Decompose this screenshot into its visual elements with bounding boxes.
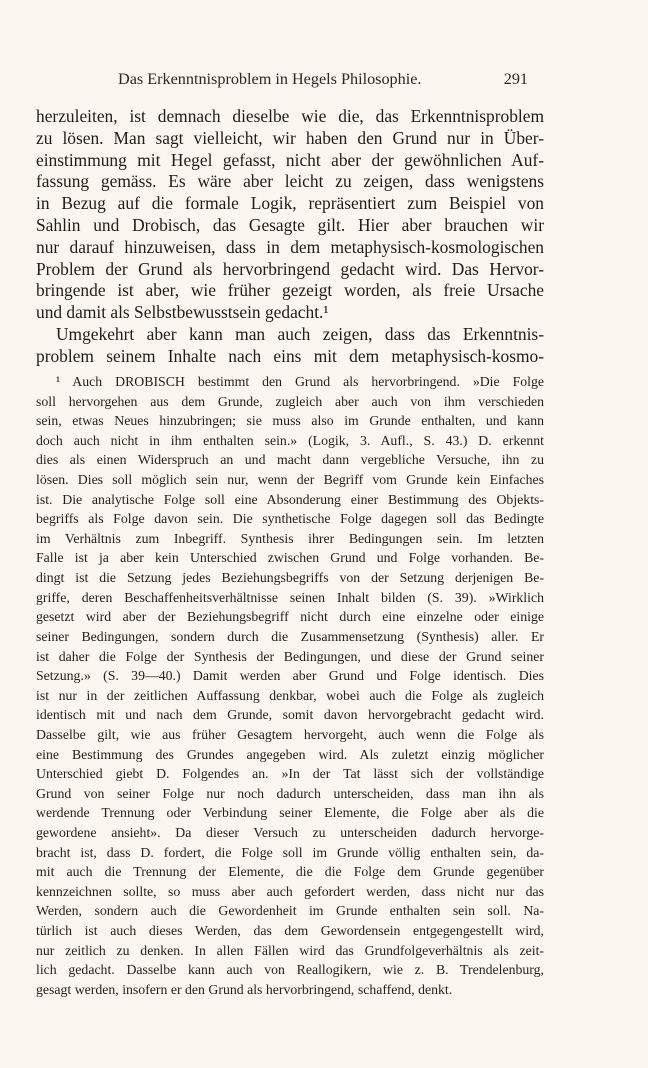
footnote-line: im Verhältnis zum Inbegriff. Synthesis ihrer Bedingungen sein. Im letzten: [36, 530, 544, 546]
running-title: Das Erkenntnisproblem in Hegels Philosophie.: [118, 70, 422, 88]
footnote-line: mit auch die Trennung der Elemente, die die Folge dem Grunde gegenüber: [36, 864, 544, 880]
footnote-line: lich gedacht. Dasselbe kann auch von Reallogikern, wie z. B. Trendelenburg,: [36, 962, 544, 978]
footnote-line: werdende Trennung oder Verbindung seiner Elemente, die Folge aber als die: [36, 805, 544, 821]
footnote-line: Grund von seiner Folge nur noch dadurch unterscheiden, dass man ihn als: [36, 785, 544, 801]
footnote-line: begriffs als Folge davon sein. Die synthetische Folge dagegen soll das Bedingte: [36, 511, 544, 527]
text-line: Umgekehrt aber kann man auch zeigen, dass das Erkenntnis-: [56, 323, 544, 344]
footnote-line: Setzung.» (S. 39—40.) Damit werden aber Grund und Folge identisch. Dies: [36, 668, 544, 684]
footnote-line: gewordene ansieht». Da dieser Versuch zu unterscheiden dadurch hervorge-: [36, 825, 544, 841]
text-line: nur darauf hinzuweisen, dass in dem metaphysisch-kosmologischen: [36, 236, 544, 257]
footnote-line: griffe, deren Beschaffenheitsverhältnisse seinen Inhalt bilden (S. 39). »Wirklich: [36, 589, 544, 605]
footnote-line: ist daher die Folge der Synthesis der Bedingungen, und diese der Grund seiner: [36, 648, 544, 664]
footnote-line: gesetzt wird aber der Beziehungsbegriff nicht durch eine einzelne oder einige: [36, 609, 544, 625]
footnote-line: sein, etwas Neues hinzubringen; sie muss also im Grunde enthalten, und kann: [36, 413, 544, 429]
footnote-line: doch auch nicht in ihm enthalten sein.» (Logik, 3. Aufl., S. 43.) D. erkennt: [36, 432, 544, 448]
footnote-line: Falle ist ja aber kein Unterschied zwischen Grund und Folge vorhanden. Be-: [36, 550, 544, 566]
text-line: bringende ist aber, wie früher gezeigt worden, als freie Ursache: [36, 280, 544, 301]
text-line: Problem der Grund als hervorbringend gedacht wird. Das Hervor-: [36, 258, 544, 279]
footnote-line: dingt ist die Setzung jedes Beziehungsbegriffs von der Setzung derjenigen Be-: [36, 570, 544, 586]
text-line: problem seinem Inhalte nach eins mit dem metaphysisch-kosmo-: [36, 345, 544, 366]
footnote-line: soll hervorgehen aus dem Grunde, zugleich aber auch von ihm verschieden: [36, 393, 544, 409]
footnote-line: ist nur in der zeitlichen Auffassung denkbar, wobei auch die Folge als zugleich: [36, 687, 544, 703]
footnote-line: türlich ist auch dieses Werden, das dem Gewordensein entgegengestellt wird,: [36, 923, 544, 939]
footnote-line: Werden, sondern auch die Gewordenheit im Grunde enthalten sein soll. Na-: [36, 903, 544, 919]
text-line: fassung gemäss. Es wäre aber leicht zu zeigen, dass wenigstens: [36, 171, 544, 192]
footnote-line: ist. Die analytische Folge soll eine Absonderung einer Bestimmung des Objekts-: [36, 491, 544, 507]
page-number: 291: [503, 70, 528, 88]
footnote-line: gesagt werden, insofern er den Grund als hervorbringend, schaffend, denkt.: [36, 981, 453, 997]
footnote-line: kennzeichnen sollte, so muss aber auch gefordert werden, dass nicht nur das: [36, 883, 544, 899]
text-line: einstimmung mit Hegel gefasst, nicht aber der gewöhnlichen Auf-: [36, 149, 544, 170]
footnote-line: seiner Bedingungen, sondern durch die Zusammensetzung (Synthesis) aller. Er: [36, 628, 544, 644]
text-line: herzuleiten, ist demnach dieselbe wie die, das Erkenntnisproblem: [36, 106, 544, 126]
footnote-line: Dasselbe gilt, wie aus früher Gesagtem hervorgeht, auch wenn die Folge als: [36, 726, 544, 742]
text-line: Sahlin und Drobisch, das Gesagte gilt. Hier aber brauchen wir: [36, 214, 544, 235]
footnote-line: ¹ Auch DROBISCH bestimmt den Grund als hervorbringend. »Die Folge: [56, 374, 544, 389]
footnote-line: eine Bestimmung des Grundes angegeben wird. Als zuletzt einzig möglicher: [36, 746, 544, 762]
text-line: in Bezug auf die formale Logik, repräsentiert zum Beispiel von: [36, 193, 544, 214]
running-header: [118, 70, 528, 94]
footnote-line: bracht ist, dass D. fordert, die Folge soll im Grunde völlig enthalten sein, da-: [36, 844, 544, 860]
footnote-line: identisch mit und nach dem Grunde, somit davon hervorgebracht gedacht wird.: [36, 707, 544, 723]
footnote-line: dies als einen Widerspruch an und macht dann vergebliche Versuche, ihn zu: [36, 452, 544, 468]
footnote: [36, 372, 544, 1000]
main-text: [36, 106, 544, 368]
footnote-line: nur zeitlich zu denken. In allen Fällen wird das Grundfolgeverhältnis als zeit-: [36, 942, 544, 958]
footnote-line: lösen. Dies soll möglich sein nur, wenn der Begriff vom Grunde kein Einfaches: [36, 472, 544, 488]
footnote-line: Unterschied giebt D. Folgendes an. »In der Tat lässt sich der vollständige: [36, 766, 544, 782]
text-line: zu lösen. Man sagt vielleicht, wir haben den Grund nur in Über-: [36, 127, 544, 148]
text-line: und damit als Selbstbewusstsein gedacht.¹: [36, 302, 329, 323]
